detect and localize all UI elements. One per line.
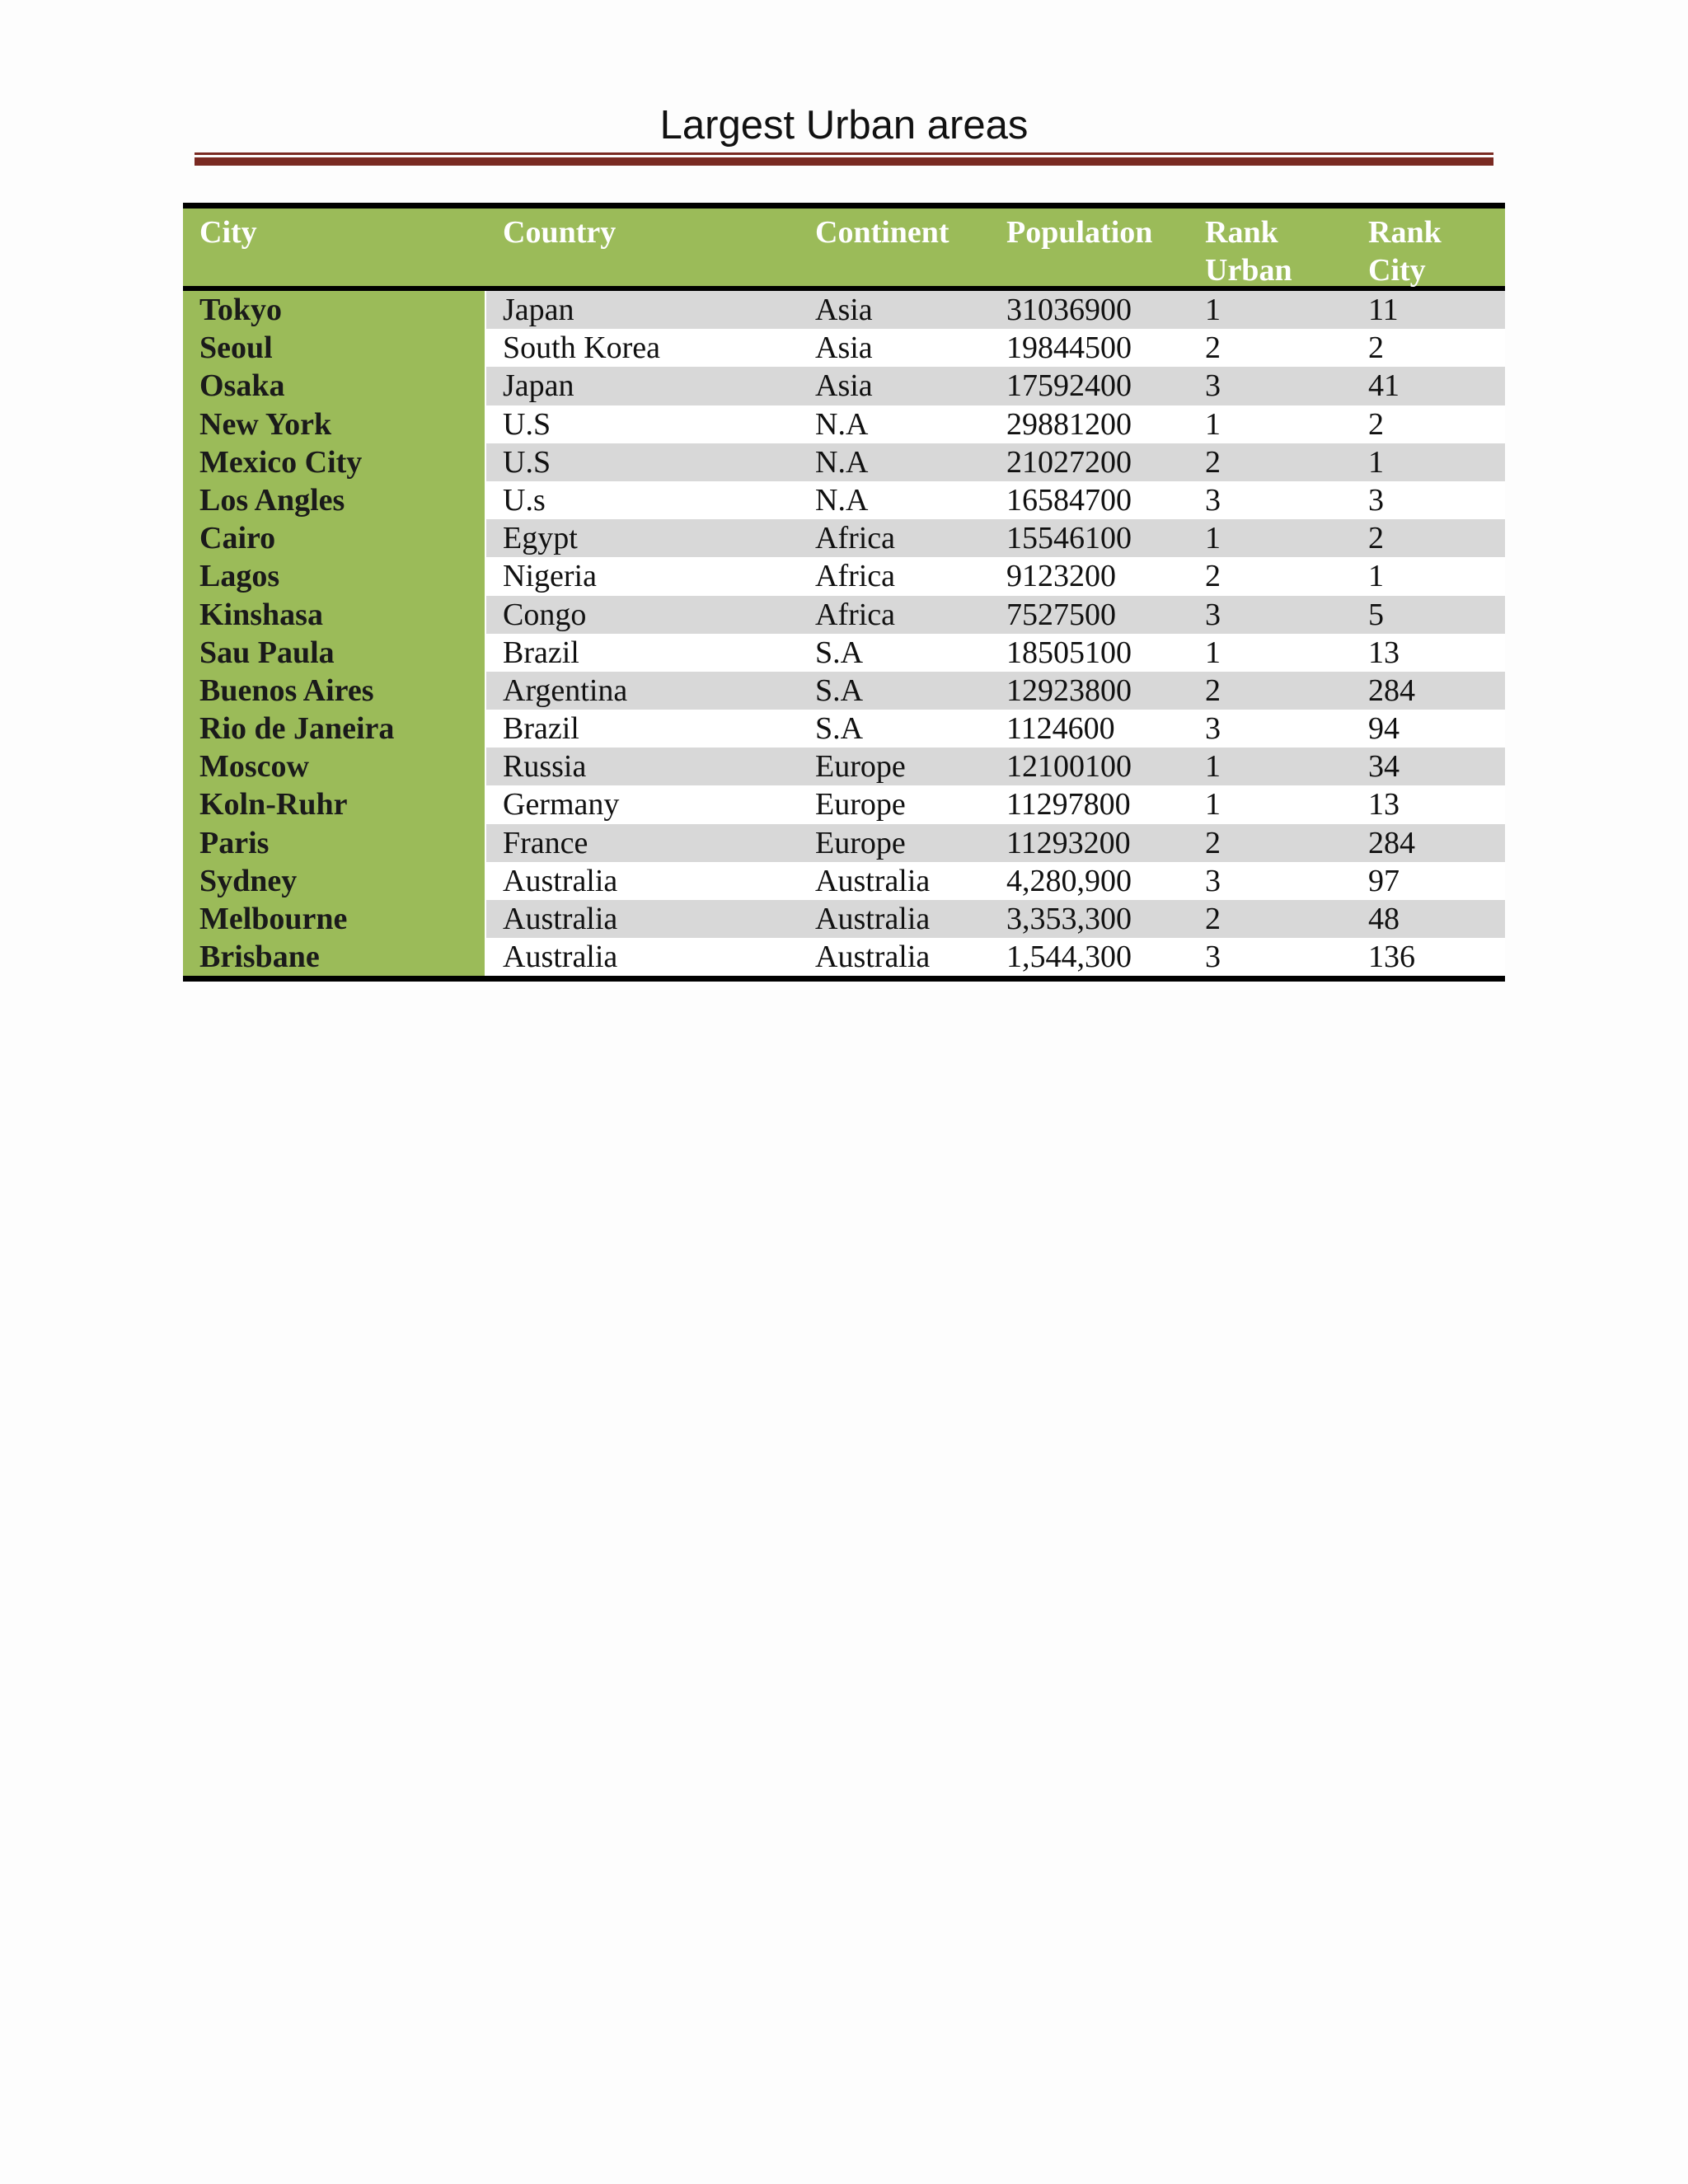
column-header-line: Continent (815, 215, 950, 250)
cell-continent: S.A (799, 634, 990, 672)
cell-continent: Europe (799, 748, 990, 785)
column-header-line: City (199, 215, 257, 250)
cell-city: Kinshasa (183, 596, 486, 634)
cell-rank-urban: 2 (1189, 329, 1352, 367)
cell-rank-urban: 3 (1189, 481, 1352, 519)
column-header-line: Urban (1205, 253, 1292, 288)
column-header-rank-city (1352, 209, 1505, 286)
cell-continent: Australia (799, 900, 990, 938)
cell-rank-city: 1 (1352, 443, 1505, 481)
cell-population: 15546100 (990, 519, 1189, 557)
cell-country: U.S (486, 443, 799, 481)
cell-rank-urban: 2 (1189, 557, 1352, 595)
cell-rank-city: 11 (1352, 291, 1505, 329)
cell-rank-city: 97 (1352, 862, 1505, 900)
cell-country: Egypt (486, 519, 799, 557)
cell-country: Russia (486, 748, 799, 785)
cell-country: Australia (486, 900, 799, 938)
cell-city: Moscow (183, 748, 486, 785)
column-header-line: Rank (1368, 215, 1442, 250)
cell-population: 1,544,300 (990, 938, 1189, 976)
cell-rank-urban: 3 (1189, 596, 1352, 634)
cell-city: Sau Paula (183, 634, 486, 672)
cell-continent: N.A (799, 443, 990, 481)
cell-rank-city: 34 (1352, 748, 1505, 785)
cell-country: South Korea (486, 329, 799, 367)
cell-rank-urban: 1 (1189, 519, 1352, 557)
cell-continent: S.A (799, 672, 990, 710)
cell-continent: Asia (799, 291, 990, 329)
cell-population: 12923800 (990, 672, 1189, 710)
cell-rank-urban: 1 (1189, 634, 1352, 672)
table-row (183, 900, 1505, 938)
cell-country: U.s (486, 481, 799, 519)
title-rule-thick (195, 157, 1493, 166)
cell-country: Brazil (486, 634, 799, 672)
urban-areas-table (183, 203, 1505, 982)
table-body (183, 291, 1505, 976)
cell-city: Rio de Janeira (183, 710, 486, 748)
cell-city: Buenos Aires (183, 672, 486, 710)
cell-rank-urban: 1 (1189, 785, 1352, 823)
cell-continent: N.A (799, 481, 990, 519)
cell-continent: Africa (799, 557, 990, 595)
cell-rank-urban: 2 (1189, 443, 1352, 481)
cell-population: 17592400 (990, 367, 1189, 405)
table-row (183, 785, 1505, 823)
cell-country: Germany (486, 785, 799, 823)
table-row (183, 748, 1505, 785)
cell-country: Australia (486, 862, 799, 900)
cell-rank-urban: 1 (1189, 748, 1352, 785)
cell-country: Japan (486, 367, 799, 405)
cell-city: Cairo (183, 519, 486, 557)
table-row (183, 824, 1505, 862)
cell-population: 1124600 (990, 710, 1189, 748)
cell-city: Lagos (183, 557, 486, 595)
cell-continent: Asia (799, 367, 990, 405)
cell-continent: Africa (799, 596, 990, 634)
cell-city: Tokyo (183, 291, 486, 329)
column-header-country (486, 209, 799, 286)
cell-continent: Europe (799, 824, 990, 862)
cell-continent: Australia (799, 938, 990, 976)
table-row (183, 405, 1505, 443)
cell-population: 3,353,300 (990, 900, 1189, 938)
cell-country: France (486, 824, 799, 862)
cell-rank-city: 2 (1352, 519, 1505, 557)
cell-rank-city: 284 (1352, 672, 1505, 710)
cell-population: 11293200 (990, 824, 1189, 862)
table-row (183, 596, 1505, 634)
cell-rank-city: 48 (1352, 900, 1505, 938)
cell-rank-urban: 3 (1189, 367, 1352, 405)
cell-country: U.S (486, 405, 799, 443)
cell-city: Osaka (183, 367, 486, 405)
table-row (183, 710, 1505, 748)
cell-city: Melbourne (183, 900, 486, 938)
cell-population: 31036900 (990, 291, 1189, 329)
cell-country: Japan (486, 291, 799, 329)
table-row (183, 329, 1505, 367)
table-row (183, 862, 1505, 900)
cell-rank-urban: 3 (1189, 862, 1352, 900)
column-header-continent (799, 209, 990, 286)
column-header-line: Rank (1205, 215, 1278, 250)
cell-city: Sydney (183, 862, 486, 900)
cell-country: Argentina (486, 672, 799, 710)
cell-rank-city: 5 (1352, 596, 1505, 634)
cell-rank-city: 41 (1352, 367, 1505, 405)
cell-rank-city: 2 (1352, 329, 1505, 367)
cell-continent: N.A (799, 405, 990, 443)
title-rule (195, 152, 1493, 155)
cell-city: Koln-Ruhr (183, 785, 486, 823)
column-header-rank-urban (1189, 209, 1352, 286)
cell-continent: Europe (799, 785, 990, 823)
cell-population: 7527500 (990, 596, 1189, 634)
column-header-line: City (1368, 253, 1426, 288)
cell-population: 11297800 (990, 785, 1189, 823)
table-row (183, 672, 1505, 710)
table-row (183, 481, 1505, 519)
cell-rank-city: 2 (1352, 405, 1505, 443)
cell-city: Seoul (183, 329, 486, 367)
cell-population: 19844500 (990, 329, 1189, 367)
column-header-city (183, 209, 486, 286)
cell-rank-city: 284 (1352, 824, 1505, 862)
table-header-row (183, 209, 1505, 286)
cell-city: Los Angles (183, 481, 486, 519)
cell-rank-urban: 1 (1189, 291, 1352, 329)
cell-rank-city: 94 (1352, 710, 1505, 748)
cell-rank-city: 1 (1352, 557, 1505, 595)
cell-continent: Africa (799, 519, 990, 557)
table-row (183, 938, 1505, 976)
cell-continent: S.A (799, 710, 990, 748)
column-header-line: Population (1006, 215, 1153, 250)
cell-city: Mexico City (183, 443, 486, 481)
cell-population: 29881200 (990, 405, 1189, 443)
table-bottom-rule (183, 976, 1505, 982)
cell-population: 4,280,900 (990, 862, 1189, 900)
cell-rank-urban: 1 (1189, 405, 1352, 443)
table-row (183, 367, 1505, 405)
page-title: Largest Urban areas (659, 103, 1029, 148)
cell-rank-city: 13 (1352, 785, 1505, 823)
cell-country: Brazil (486, 710, 799, 748)
cell-continent: Australia (799, 862, 990, 900)
cell-population: 18505100 (990, 634, 1189, 672)
table-row (183, 291, 1505, 329)
cell-rank-urban: 3 (1189, 710, 1352, 748)
cell-country: Nigeria (486, 557, 799, 595)
cell-rank-urban: 2 (1189, 672, 1352, 710)
cell-rank-city: 3 (1352, 481, 1505, 519)
cell-city: New York (183, 405, 486, 443)
table-row (183, 634, 1505, 672)
cell-population: 12100100 (990, 748, 1189, 785)
table-row (183, 557, 1505, 595)
cell-country: Australia (486, 938, 799, 976)
column-header-line: Country (503, 215, 617, 250)
cell-rank-city: 136 (1352, 938, 1505, 976)
table-row (183, 443, 1505, 481)
cell-city: Brisbane (183, 938, 486, 976)
cell-population: 21027200 (990, 443, 1189, 481)
cell-population: 16584700 (990, 481, 1189, 519)
table-top-rule (183, 203, 1505, 209)
cell-rank-urban: 3 (1189, 938, 1352, 976)
cell-continent: Asia (799, 329, 990, 367)
cell-population: 9123200 (990, 557, 1189, 595)
cell-rank-urban: 2 (1189, 900, 1352, 938)
cell-country: Congo (486, 596, 799, 634)
table-row (183, 519, 1505, 557)
cell-rank-urban: 2 (1189, 824, 1352, 862)
column-header-population (990, 209, 1189, 286)
cell-rank-city: 13 (1352, 634, 1505, 672)
cell-city: Paris (183, 824, 486, 862)
